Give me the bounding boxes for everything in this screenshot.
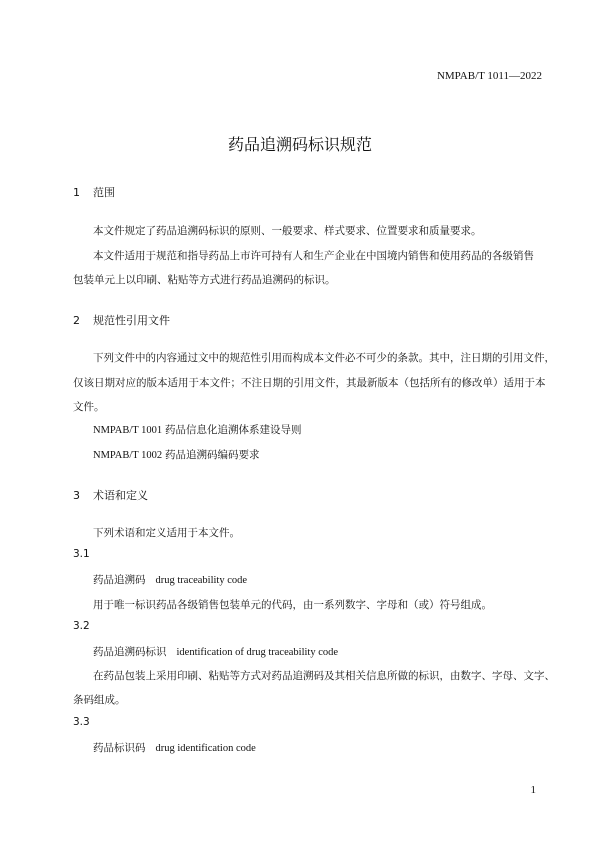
section-number: 1 — [73, 186, 80, 199]
section-number: 2 — [73, 314, 80, 327]
section-3-heading — [73, 487, 148, 503]
term-chinese: 药品标识码 — [93, 742, 146, 754]
page-number: 1 — [530, 784, 536, 796]
term-english: identification of drug traceability code — [176, 647, 339, 658]
clause-number: 3.1 — [73, 548, 90, 560]
term-definition: 在药品包装上采用印刷、粘贴等方式对药品追溯码及其相关信息所做的标识，由数字、字母、文字、 — [93, 670, 555, 682]
standard-number: NMPAB/T 1011—2022 — [436, 70, 542, 82]
reference-code: NMPAB/T 1002 — [93, 450, 163, 461]
term-definition-continuation: 条码组成。 — [73, 694, 126, 706]
paragraph: 本文件适用于规范和指导药品上市许可持有人和生产企业在中国境内销售和使用药品的各级销售 — [93, 250, 534, 262]
reference-code: NMPAB/T 1001 — [93, 425, 163, 436]
section-title: 术语和定义 — [93, 489, 148, 502]
term-entry — [93, 644, 338, 659]
term-english: drug traceability code — [155, 575, 248, 586]
section-1-heading — [73, 184, 115, 200]
paragraph-continuation: 包装单元上以印刷、粘贴等方式进行药品追溯码的标识。 — [73, 274, 336, 286]
clause-number: 3.3 — [73, 716, 90, 728]
term-definition: 用于唯一标识药品各级销售包装单元的代码，由一系列数字、字母和（或）符号组成。 — [93, 599, 492, 611]
paragraph-continuation: 仅该日期对应的版本适用于本文件；不注日期的引用文件，其最新版本（包括所有的修改单）适用于本 — [73, 377, 546, 389]
reference-title: 药品追溯码编码要求 — [165, 449, 260, 461]
reference-item — [93, 422, 302, 437]
section-2-heading — [73, 312, 170, 328]
term-entry — [93, 572, 247, 587]
document-title: 药品追溯码标识规范 — [227, 135, 372, 154]
clause-number: 3.2 — [73, 620, 90, 632]
term-entry — [93, 740, 256, 755]
paragraph: 本文件规定了药品追溯码标识的原则、一般要求、样式要求、位置要求和质量要求。 — [93, 225, 482, 237]
reference-title: 药品信息化追溯体系建设导则 — [165, 424, 302, 436]
paragraph: 下列文件中的内容通过文中的规范性引用而构成本文件必不可少的条款。其中，注日期的引用文件， — [93, 352, 555, 364]
section-number: 3 — [73, 489, 80, 502]
paragraph-continuation: 文件。 — [73, 401, 105, 413]
term-chinese: 药品追溯码标识 — [93, 646, 167, 658]
term-chinese: 药品追溯码 — [93, 574, 146, 586]
reference-item — [93, 447, 260, 462]
section-title: 范围 — [93, 186, 115, 199]
paragraph: 下列术语和定义适用于本文件。 — [93, 527, 240, 539]
section-title: 规范性引用文件 — [93, 314, 170, 327]
term-english: drug identification code — [155, 743, 256, 754]
